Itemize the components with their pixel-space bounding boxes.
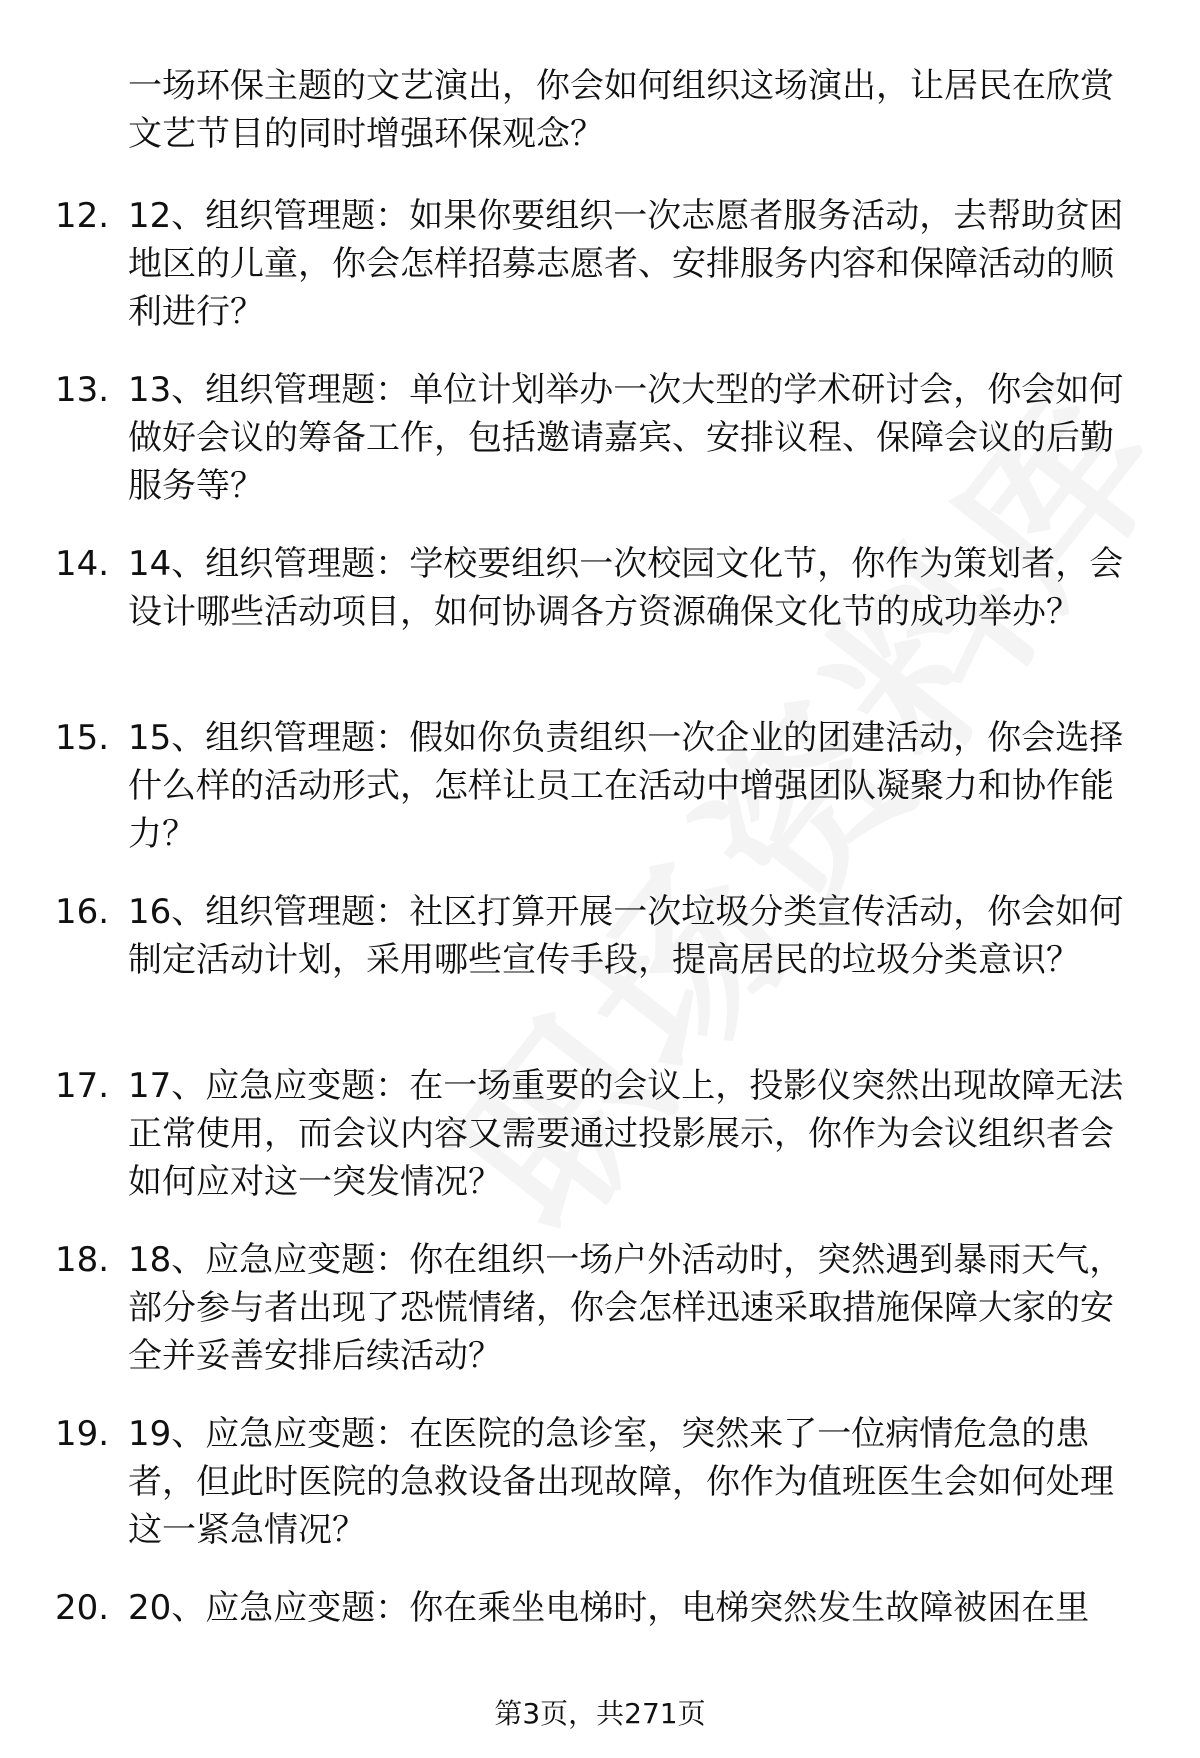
- list-item: [0, 888, 1200, 1062]
- item-text: 16、组织管理题：社区打算开展一次垃圾分类宣传活动，你会如何制定活动计划，采用哪些宣传手段，提高居民的垃圾分类意识？: [128, 892, 1124, 980]
- item-text: 12、组织管理题：如果你要组织一次志愿者服务活动，去帮助贫困地区的儿童，你会怎样招募志愿者、安排服务内容和保障活动的顺利进行？: [128, 196, 1124, 332]
- list-item: [0, 366, 1200, 540]
- list-item: [0, 714, 1200, 888]
- item-number: 18.: [55, 1240, 110, 1280]
- list-item: [0, 192, 1200, 366]
- item-number: 15.: [55, 718, 110, 758]
- item-text: 18、应急应变题：你在组织一场户外活动时，突然遇到暴雨天气，部分参与者出现了恐慌情绪，你会怎样迅速采取措施保障大家的安全并妥善安排后续活动？: [128, 1240, 1124, 1376]
- page-footer: 第3页，共271页: [494, 1697, 706, 1730]
- item-number: 14.: [55, 544, 110, 584]
- list-item: [0, 1236, 1200, 1410]
- item-number: 16.: [55, 892, 110, 932]
- list-item: [0, 540, 1200, 714]
- list-item: [0, 1062, 1200, 1236]
- item-number: 20.: [55, 1588, 110, 1628]
- item-number: 17.: [55, 1066, 110, 1106]
- list-item: [0, 1410, 1200, 1584]
- question-list: [0, 192, 1200, 1758]
- item-text: 17、应急应变题：在一场重要的会议上，投影仪突然出现故障无法正常使用，而会议内容又需要通过投影展示，你作为会议组织者会如何应对这一突发情况？: [128, 1066, 1124, 1202]
- item-text: 13、组织管理题：单位计划举办一次大型的学术研讨会，你会如何做好会议的筹备工作，包括邀请嘉宾、安排议程、保障会议的后勤服务等？: [128, 370, 1124, 506]
- item-number: 12.: [55, 196, 110, 236]
- intro-paragraph: 一场环保主题的文艺演出，你会如何组织这场演出，让居民在欣赏文艺节目的同时增强环保观念？: [128, 66, 1114, 154]
- item-number: 19.: [55, 1414, 110, 1454]
- item-number: 13.: [55, 370, 110, 410]
- item-text: 15、组织管理题：假如你负责组织一次企业的团建活动，你会选择什么样的活动形式，怎样让员工在活动中增强团队凝聚力和协作能力？: [128, 718, 1124, 854]
- item-text: 19、应急应变题：在医院的急诊室，突然来了一位病情危急的患者，但此时医院的急救设备出现故障，你作为值班医生会如何处理这一紧急情况？: [128, 1414, 1114, 1550]
- item-text: 20、应急应变题：你在乘坐电梯时，电梯突然发生故障被困在里: [128, 1588, 1090, 1628]
- item-text: 14、组织管理题：学校要组织一次校园文化节，你作为策划者，会设计哪些活动项目，如何协调各方资源确保文化节的成功举办？: [128, 544, 1124, 632]
